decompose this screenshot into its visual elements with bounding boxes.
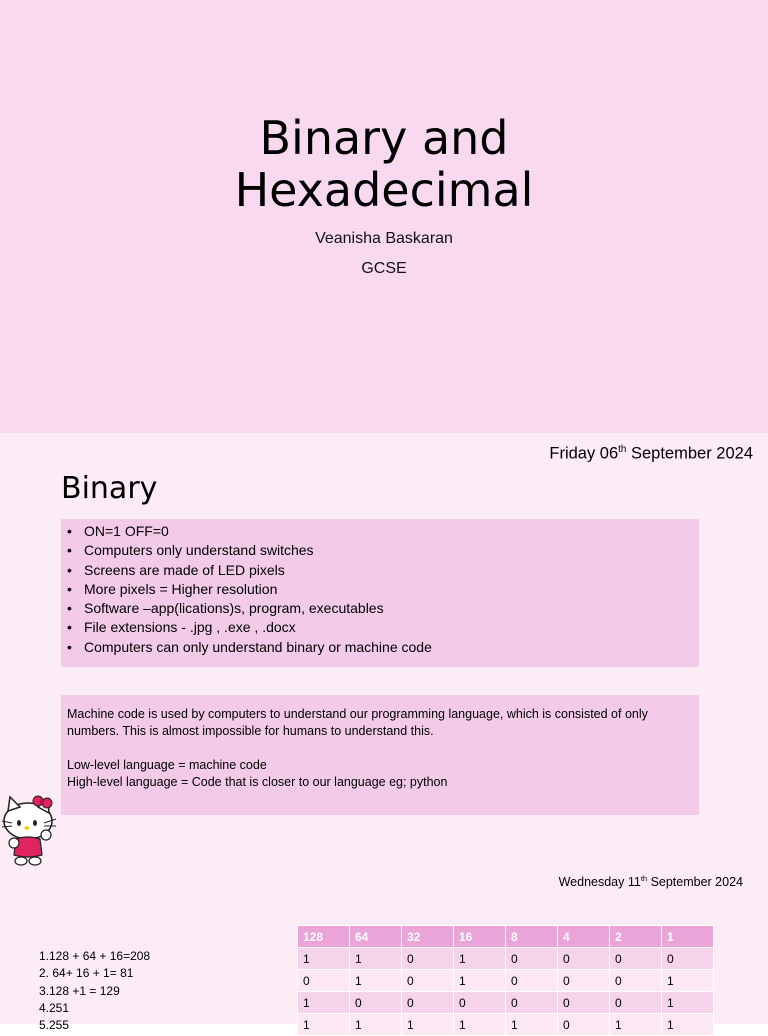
table-cell: 1 (350, 970, 402, 992)
binary-slide (0, 433, 768, 1033)
hello-kitty-icon (0, 793, 60, 869)
title-line-1: Binary and (259, 111, 509, 165)
table-cell: 0 (454, 992, 506, 1014)
table-cell: 1 (662, 970, 714, 992)
bullet-item: • File extensions - .jpg , .exe , .docx (65, 618, 699, 637)
bullet-item: • Screens are made of LED pixels (65, 561, 699, 580)
table-cell: 0 (558, 948, 610, 970)
note-high-level: High-level language = Code that is closer to our language eg; python (67, 775, 448, 789)
table-cell: 0 (662, 948, 714, 970)
bullet-item: • Computers only understand switches (65, 541, 699, 560)
table-header-cell: 64 (350, 926, 402, 948)
table-cell: 1 (662, 992, 714, 1014)
table-cell: 0 (506, 948, 558, 970)
table-cell: 0 (298, 970, 350, 992)
table-header-row (298, 926, 714, 948)
answer-item: 1.128 + 64 + 16=208 (39, 949, 151, 963)
note-paragraph: Machine code is used by computers to understand our programming language, which is consisted of only numbers. This is almost impossible for humans to understand this. (67, 707, 648, 738)
answer-item: 5.255 (39, 1018, 70, 1033)
table-body (298, 948, 714, 1036)
note-box (61, 695, 699, 815)
table-cell: 1 (350, 1014, 402, 1036)
second-date: Wednesday 11th September 2024 (558, 874, 743, 890)
bullet-item: • Computers can only understand binary or machine code (65, 638, 699, 657)
course-name: GCSE (361, 260, 407, 277)
bullet-item: • More pixels = Higher resolution (65, 580, 699, 599)
table-cell: 0 (402, 970, 454, 992)
note-low-level: Low-level language = machine code (67, 758, 267, 772)
answer-list (39, 948, 150, 1034)
table-header-cell: 8 (506, 926, 558, 948)
table-cell: 1 (350, 948, 402, 970)
bullet-list (61, 519, 699, 657)
table-header-cell: 2 (610, 926, 662, 948)
table-cell: 0 (506, 970, 558, 992)
table-cell: 0 (558, 992, 610, 1014)
slide-date: Friday 06th September 2024 (549, 444, 753, 463)
answer-item: 3.128 +1 = 129 (39, 983, 120, 998)
table-cell: 1 (298, 1014, 350, 1036)
table-header-cell: 128 (298, 926, 350, 948)
table-row (298, 970, 714, 992)
table-row (298, 1014, 714, 1036)
table-cell: 1 (662, 1014, 714, 1036)
table-cell: 1 (402, 1014, 454, 1036)
table-row (298, 948, 714, 970)
table-cell: 0 (610, 948, 662, 970)
table-header-cell: 1 (662, 926, 714, 948)
table-cell: 0 (558, 1014, 610, 1036)
table-cell: 0 (402, 948, 454, 970)
table-header-cell: 4 (558, 926, 610, 948)
title-slide (0, 0, 768, 433)
table-cell: 0 (506, 992, 558, 1014)
bullet-item: • Software –app(lications)s, program, executables (65, 599, 699, 618)
table-cell: 0 (350, 992, 402, 1014)
bullet-box (61, 519, 699, 667)
table-cell: 0 (610, 970, 662, 992)
table-cell: 0 (610, 992, 662, 1014)
slide-title (0, 112, 768, 216)
table-cell: 1 (298, 948, 350, 970)
table-cell: 1 (298, 992, 350, 1014)
answer-item: 4.251 (39, 1000, 70, 1015)
table-header-cell: 32 (402, 926, 454, 948)
binary-table (297, 925, 714, 1036)
table-cell: 1 (454, 948, 506, 970)
table-cell: 1 (454, 1014, 506, 1036)
bullet-item: • ON=1 OFF=0 (65, 522, 699, 541)
table-cell: 1 (506, 1014, 558, 1036)
table-header-cell: 16 (454, 926, 506, 948)
table-cell: 1 (610, 1014, 662, 1036)
table-cell: 1 (454, 970, 506, 992)
slide-heading: Binary (61, 471, 158, 506)
table-row (298, 992, 714, 1014)
table-cell: 0 (402, 992, 454, 1014)
table-cell: 0 (558, 970, 610, 992)
author-name: Veanisha Baskaran (315, 230, 453, 247)
title-line-2: Hexadecimal (234, 163, 534, 217)
answer-item: 2. 64+ 16 + 1= 81 (39, 966, 134, 981)
